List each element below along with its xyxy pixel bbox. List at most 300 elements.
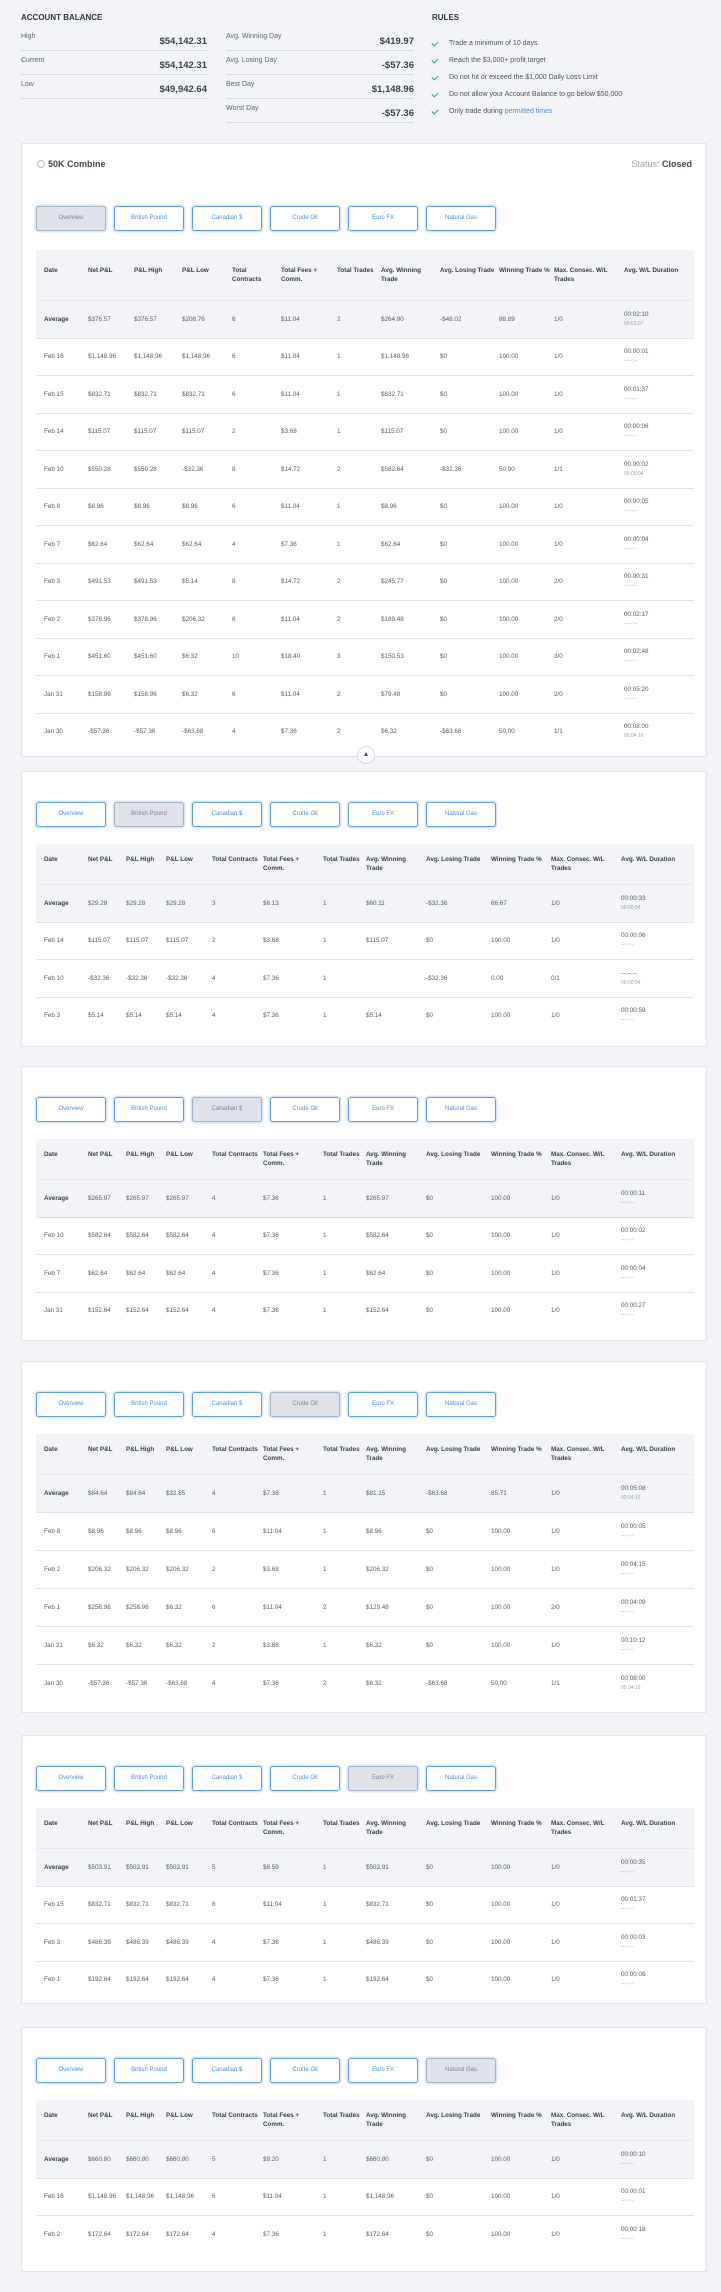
- tab-overview[interactable]: Overview: [36, 206, 106, 231]
- table-row: [36, 675, 694, 713]
- cell-p-l-high: $451.60: [134, 653, 157, 661]
- tab-euro-fx[interactable]: Euro FX: [348, 802, 418, 827]
- tab-euro-fx[interactable]: Euro FX: [348, 1392, 418, 1417]
- tab-overview[interactable]: Overview: [36, 1392, 106, 1417]
- cell-max-consec-w-l-trades: 1/0: [551, 1194, 560, 1202]
- cell-p-l-low: $265.97: [166, 1194, 189, 1202]
- cell-p-l-high: $5.14: [126, 1012, 142, 1020]
- tab-british-pound[interactable]: British Pound: [114, 1392, 184, 1417]
- cell-max-consec-w-l-trades: 1/0: [551, 899, 560, 907]
- cell-avg-win-duration: 00:00:11: [621, 1189, 646, 1197]
- cell-avg-winning-trade: $503.91: [366, 1863, 389, 1871]
- column-header-date: Date: [44, 856, 58, 863]
- cell-avg-loss-duration: --:--:--: [624, 620, 637, 627]
- cell-avg-loss-duration: --:--:--: [624, 358, 637, 365]
- column-header-net-p-l: Net P&L: [88, 267, 113, 274]
- cell-total-contracts: 2: [212, 1642, 216, 1649]
- cell-total-contracts: 4: [212, 1680, 216, 1687]
- cell-total-trades: 1: [323, 1938, 327, 1946]
- table-row: [36, 1961, 694, 1999]
- stat-value: $419.97: [379, 36, 414, 47]
- table-row: [36, 2215, 694, 2253]
- tab-natural-gas[interactable]: Natural Gas: [426, 1097, 496, 1122]
- tab-euro-fx[interactable]: Euro FX: [348, 1097, 418, 1122]
- tab-crude-oil[interactable]: Crude Oil: [270, 1766, 340, 1791]
- table-row: [36, 1664, 694, 1702]
- cell-avg-loss-duration: --:--:--: [621, 1017, 634, 1024]
- cell-total-trades: 1: [323, 1269, 327, 1277]
- cell-p-l-high: $550.28: [134, 465, 157, 473]
- tab-natural-gas[interactable]: Natural Gas: [426, 1392, 496, 1417]
- balance-value: $54,142.31: [159, 60, 207, 71]
- cell-avg-loss-duration: --:--:--: [624, 695, 637, 702]
- combine-status: Status: Closed: [631, 159, 692, 169]
- cell-winning-trade: 0.00: [491, 974, 504, 982]
- balance-high: [21, 27, 207, 51]
- stat-avg-losing-day: [226, 51, 414, 75]
- cell-p-l-high: -$57.36: [134, 728, 156, 736]
- cell-avg-winning-trade: $129.48: [366, 1604, 389, 1611]
- cell-avg-winning-trade: $150.53: [381, 653, 404, 661]
- stat-label: Best Day: [226, 81, 255, 88]
- column-header-p-l-high: P&L High: [126, 1446, 155, 1453]
- stats-card-euro-fx: [21, 1735, 707, 2004]
- cell-net-p-l: $491.53: [88, 578, 111, 586]
- cell-total-fees-comm: $7.36: [263, 974, 279, 982]
- cell-total-trades: 1: [337, 428, 341, 436]
- cell-avg-win-duration: 00:08:00: [624, 723, 649, 731]
- cell-total-trades: 1: [323, 1232, 327, 1240]
- column-header-max-consec-w-l-trades: Max. Consec. W/L Trades: [551, 2112, 605, 2128]
- cell-total-fees-comm: $11.04: [281, 315, 300, 323]
- cell-total-fees-comm: $7.36: [263, 2230, 279, 2238]
- column-header-avg-w-l-duration: Avg. W/L Duration: [621, 856, 676, 863]
- cell-max-consec-w-l-trades: 2/0: [554, 690, 563, 698]
- column-header-winning-trade: Winning Trade %: [491, 2112, 542, 2119]
- cell-total-fees-comm: $11.04: [281, 615, 300, 623]
- check-icon: [432, 57, 439, 64]
- cell-net-p-l: $29.28: [88, 899, 108, 907]
- cell-avg-loss-duration: 00:02:07: [624, 320, 644, 327]
- table-row: [36, 1588, 694, 1626]
- cell-total-contracts: 3: [212, 899, 216, 907]
- stat-value: -$57.36: [381, 60, 414, 71]
- tab-canadian[interactable]: Canadian $: [192, 802, 262, 827]
- cell-avg-losing-trade: $0: [426, 1269, 434, 1277]
- cell-p-l-low: $503.91: [166, 1863, 189, 1871]
- cell-avg-win-duration: 00:00:01: [624, 348, 649, 356]
- tab-euro-fx[interactable]: Euro FX: [348, 2058, 418, 2083]
- cell-avg-losing-trade: $0: [426, 1642, 434, 1649]
- cell-p-l-low: $152.64: [166, 1307, 189, 1315]
- cell-total-contracts: 5: [212, 2155, 216, 2163]
- cell-winning-trade: 100.00: [491, 1604, 511, 1611]
- cell-avg-losing-trade: $0: [426, 1194, 434, 1202]
- cell-max-consec-w-l-trades: 1/0: [551, 2155, 560, 2163]
- column-header-avg-winning-trade: Avg. Winning Trade: [381, 267, 421, 283]
- cell-total-contracts: 4: [212, 2230, 216, 2238]
- cell-avg-winning-trade: $245.77: [381, 578, 404, 586]
- tab-overview[interactable]: Overview: [36, 2058, 106, 2083]
- cell-max-consec-w-l-trades: 1/0: [551, 2193, 560, 2201]
- balance-low: [21, 75, 207, 99]
- stats-table: [36, 250, 694, 750]
- cell-net-p-l: $550.28: [88, 465, 111, 473]
- balance-label: High: [21, 33, 36, 40]
- check-icon: [432, 91, 439, 98]
- cell-total-fees-comm: $7.36: [263, 1012, 279, 1020]
- cell-avg-winning-trade: $582.64: [381, 465, 404, 473]
- table-row: [36, 1512, 694, 1550]
- cell-total-contracts: 6: [232, 315, 236, 323]
- cell-total-fees-comm: $18.40: [281, 653, 301, 661]
- cell-net-p-l: $258.96: [88, 1604, 111, 1611]
- cell-total-trades: 1: [337, 353, 341, 361]
- cell-date: Feb 2: [44, 2230, 61, 2238]
- cell-net-p-l: $832.71: [88, 1901, 111, 1909]
- cell-max-consec-w-l-trades: 1/1: [551, 1680, 560, 1687]
- cell-date: Feb 10: [44, 974, 64, 982]
- cell-p-l-low: $832.71: [182, 390, 205, 398]
- column-header-avg-losing-trade: Avg. Losing Trade: [426, 1151, 481, 1158]
- cell-avg-loss-duration: --:--:--: [621, 1943, 634, 1950]
- column-header-total-trades: Total Trades: [323, 1151, 360, 1158]
- cell-avg-win-duration: 00:00:06: [621, 1971, 646, 1979]
- cell-max-consec-w-l-trades: 1/0: [551, 2230, 560, 2238]
- cell-avg-loss-duration: --:--:--: [621, 1571, 634, 1577]
- cell-p-l-low: $115.07: [182, 428, 205, 436]
- cell-total-trades: 1: [323, 1901, 327, 1909]
- cell-avg-losing-trade: $0: [440, 428, 448, 436]
- cell-winning-trade: 100.00: [491, 1863, 511, 1871]
- cell-p-l-high: $62.64: [134, 540, 154, 548]
- cell-avg-loss-duration: --:--:--: [621, 1274, 634, 1281]
- column-header-winning-trade: Winning Trade %: [499, 267, 550, 274]
- cell-max-consec-w-l-trades: 3/0: [554, 653, 563, 661]
- column-header-p-l-low: P&L Low: [166, 1446, 193, 1453]
- cell-avg-losing-trade: $0: [426, 1604, 434, 1611]
- cell-avg-loss-duration: 00:04:10: [621, 1685, 641, 1691]
- cell-avg-loss-duration: --:--:--: [624, 658, 637, 665]
- cell-avg-losing-trade: $0: [440, 540, 448, 548]
- cell-date: Feb 1: [44, 653, 61, 661]
- cell-total-fees-comm: $11.04: [263, 1901, 282, 1909]
- cell-avg-win-duration: 00:00:31: [624, 573, 649, 581]
- column-header-date: Date: [44, 1151, 58, 1158]
- column-header-avg-losing-trade: Avg. Losing Trade: [426, 2112, 481, 2119]
- cell-total-trades: 2: [337, 315, 341, 323]
- cell-winning-trade: 100.00: [491, 1566, 511, 1573]
- cell-winning-trade: 50.00: [491, 1680, 507, 1687]
- cell-avg-loss-duration: --:--:--: [621, 1647, 634, 1653]
- cell-avg-win-duration: 00:00:04: [624, 535, 649, 543]
- cell-avg-loss-duration: --:--:--: [621, 942, 634, 949]
- cell-total-trades: 2: [337, 615, 341, 623]
- stats-table: [36, 1139, 694, 1329]
- cell-date: Jan 31: [44, 690, 63, 698]
- tab-euro-fx[interactable]: Euro FX: [348, 206, 418, 231]
- tab-overview[interactable]: Overview: [36, 802, 106, 827]
- column-header-total-contracts: Total Contracts: [212, 1820, 258, 1827]
- cell-winning-trade: 100.00: [491, 937, 511, 945]
- cell-avg-loss-duration: --:--:--: [624, 583, 637, 590]
- column-header-p-l-low: P&L Low: [166, 1820, 193, 1827]
- account-balance-title: ACCOUNT BALANCE: [21, 13, 103, 22]
- cell-total-fees-comm: $11.04: [281, 390, 300, 398]
- cell-p-l-low: $206.32: [166, 1566, 189, 1573]
- cell-avg-losing-trade: $0: [426, 937, 434, 945]
- tab-british-pound[interactable]: British Pound: [114, 1766, 184, 1791]
- tab-british-pound[interactable]: British Pound: [114, 2058, 184, 2083]
- column-header-avg-w-l-duration: Avg. W/L Duration: [621, 1151, 676, 1158]
- column-header-p-l-low: P&L Low: [166, 856, 193, 863]
- tab-euro-fx[interactable]: Euro FX: [348, 1766, 418, 1791]
- tab-canadian[interactable]: Canadian $: [192, 2058, 262, 2083]
- cell-p-l-low: $832.71: [166, 1901, 189, 1909]
- cell-net-p-l: $206.32: [88, 1566, 111, 1573]
- cell-avg-win-duration: 00:00:33: [621, 894, 646, 902]
- column-header-winning-trade: Winning Trade %: [491, 1820, 542, 1827]
- cell-avg-win-duration: 00:00:01: [621, 2188, 646, 2196]
- cell-avg-loss-duration: 00:00:04: [624, 470, 644, 477]
- balance-current: [21, 51, 207, 75]
- cell-winning-trade: 100.00: [491, 2193, 511, 2201]
- tab-canadian[interactable]: Canadian $: [192, 1097, 262, 1122]
- cell-total-contracts: 6: [212, 1901, 216, 1909]
- column-header-total-trades: Total Trades: [323, 2112, 360, 2119]
- column-header-p-l-high: P&L High: [126, 1820, 155, 1827]
- cell-date: Average: [44, 2155, 69, 2163]
- cell-net-p-l: $115.07: [88, 937, 111, 945]
- stat-avg-winning-day: [226, 27, 414, 51]
- column-header-max-consec-w-l-trades: Max. Consec. W/L Trades: [551, 1151, 605, 1167]
- cell-date: Average: [44, 1490, 69, 1497]
- stat-value: $1,148.96: [371, 84, 414, 95]
- cell-net-p-l: $8.96: [88, 503, 104, 511]
- tab-crude-oil[interactable]: Crude Oil: [270, 1392, 340, 1417]
- cell-date: Feb 16: [44, 2193, 64, 2201]
- cell-avg-losing-trade: $0: [426, 2193, 434, 2201]
- cell-max-consec-w-l-trades: 1/0: [551, 1976, 560, 1984]
- cell-winning-trade: 100.00: [491, 1901, 511, 1909]
- balance-label: Current: [21, 57, 45, 64]
- cell-avg-win-duration: 00:01:37: [624, 385, 649, 393]
- column-header-net-p-l: Net P&L: [88, 856, 113, 863]
- column-header-max-consec-w-l-trades: Max. Consec. W/L Trades: [554, 267, 608, 283]
- column-header-max-consec-w-l-trades: Max. Consec. W/L Trades: [551, 856, 605, 872]
- cell-date: Jan 31: [44, 1307, 63, 1315]
- cell-winning-trade: 100.00: [491, 1642, 511, 1649]
- cell-avg-losing-trade: $0: [440, 390, 448, 398]
- column-header-p-l-low: P&L Low: [166, 2112, 193, 2119]
- tab-british-pound[interactable]: British Pound: [114, 206, 184, 231]
- cell-avg-winning-trade: $192.64: [366, 1976, 389, 1984]
- cell-avg-win-duration: 00:00:35: [621, 1858, 646, 1866]
- cell-winning-trade: 100.00: [491, 1232, 511, 1240]
- collapse-up-icon[interactable]: ▲: [357, 746, 375, 764]
- cell-winning-trade: 100.00: [491, 1307, 511, 1315]
- cell-p-l-low: $8.96: [166, 1528, 182, 1535]
- cell-avg-loss-duration: --:--:--: [624, 395, 637, 402]
- column-header-net-p-l: Net P&L: [88, 1446, 113, 1453]
- cell-avg-losing-trade: $0: [426, 1863, 434, 1871]
- cell-total-trades: 3: [337, 653, 341, 661]
- cell-max-consec-w-l-trades: 1/0: [554, 540, 563, 548]
- cell-total-trades: 1: [323, 1566, 327, 1573]
- cell-avg-losing-trade: -$63.68: [426, 1490, 448, 1497]
- cell-total-trades: 1: [323, 1194, 327, 1202]
- cell-p-l-low: $192.64: [166, 1976, 189, 1984]
- permitted-times-link[interactable]: permitted times: [504, 108, 553, 115]
- cell-total-fees-comm: $7.36: [263, 1269, 279, 1277]
- cell-net-p-l: -$57.36: [88, 1680, 110, 1687]
- column-header-total-trades: Total Trades: [323, 1820, 360, 1827]
- cell-winning-trade: 100.00: [491, 1976, 511, 1984]
- column-header-net-p-l: Net P&L: [88, 2112, 113, 2119]
- cell-p-l-high: $6.32: [126, 1642, 142, 1649]
- tab-crude-oil[interactable]: Crude Oil: [270, 1097, 340, 1122]
- table-row: [36, 1626, 694, 1664]
- tab-canadian[interactable]: Canadian $: [192, 1392, 262, 1417]
- cell-avg-losing-trade: -$63.68: [440, 728, 462, 736]
- cell-date: Feb 1: [44, 1976, 61, 1984]
- cell-p-l-low: $5.14: [166, 1012, 182, 1020]
- account-summary: ACCOUNT BALANCE High $54,142.31 Current $54,142.31 Low $49,942.64 Avg. Winning Day $419.97 Avg. Losing Day -$57.36 Best Day $1,148.96 Worst Day -$57.36 RULES Trade a minimum of 10 days Reach the $3,000+ profit target Do not hit or exceed the $1,000 Daily Loss Limit Do not allow your Account Balance to go below $50,000 Only trade during permitted times: [0, 0, 721, 130]
- cell-avg-loss-duration: --:--:--: [621, 2235, 634, 2242]
- cell-max-consec-w-l-trades: 1/0: [554, 353, 563, 361]
- cell-date: Jan 30: [44, 728, 63, 736]
- tab-crude-oil[interactable]: Crude Oil: [270, 802, 340, 827]
- cell-avg-losing-trade: $0: [426, 1012, 434, 1020]
- stats-table: [36, 1808, 694, 1998]
- cell-avg-loss-duration: --:--:--: [621, 1609, 634, 1615]
- cell-date: Feb 3: [44, 578, 61, 586]
- tab-crude-oil[interactable]: Crude Oil: [270, 206, 340, 231]
- cell-date: Feb 10: [44, 1232, 64, 1240]
- average-row: [36, 1848, 694, 1886]
- cell-avg-winning-trade: $832.71: [366, 1901, 389, 1909]
- column-header-total-contracts: Total Contracts: [212, 1446, 258, 1453]
- table-row: [36, 638, 694, 676]
- cell-avg-winning-trade: $832.71: [381, 390, 404, 398]
- average-row: [36, 300, 694, 338]
- column-header-total-contracts: Total Contracts: [212, 1151, 258, 1158]
- cell-winning-trade: 50.00: [499, 728, 515, 736]
- table-row: [36, 525, 694, 563]
- cell-p-l-high: $192.64: [126, 1976, 149, 1984]
- cell-avg-losing-trade: -$63.68: [426, 1680, 448, 1687]
- cell-total-fees-comm: $11.04: [263, 1528, 282, 1535]
- cell-date: Average: [44, 899, 69, 907]
- cell-net-p-l: $503.91: [88, 1863, 111, 1871]
- tab-overview[interactable]: Overview: [36, 1097, 106, 1122]
- cell-avg-losing-trade: $0: [426, 1528, 434, 1535]
- cell-total-trades: 1: [337, 503, 341, 511]
- cell-p-l-low: $29.28: [166, 899, 186, 907]
- column-header-total-fees-comm: Total Fees + Comm.: [263, 1446, 300, 1462]
- cell-p-l-high: $258.96: [126, 1604, 149, 1611]
- cell-avg-losing-trade: -$32.36: [426, 974, 448, 982]
- tab-overview[interactable]: Overview: [36, 1766, 106, 1791]
- cell-winning-trade: 100.00: [491, 1194, 511, 1202]
- cell-avg-win-duration: 00:00:04: [621, 1264, 646, 1272]
- table-header: [36, 250, 694, 300]
- cell-p-l-low: $5.14: [182, 578, 198, 586]
- column-header-total-fees-comm: Total Fees + Comm.: [263, 1151, 300, 1167]
- stats-card-canadian: [21, 1066, 707, 1341]
- cell-avg-winning-trade: $486.39: [366, 1938, 389, 1946]
- cell-p-l-high: $660.80: [126, 2155, 149, 2163]
- tab-natural-gas[interactable]: Natural Gas: [426, 206, 496, 231]
- tab-canadian[interactable]: Canadian $: [192, 206, 262, 231]
- average-row: [36, 1474, 694, 1512]
- cell-avg-win-duration: 00:05:08: [621, 1485, 646, 1492]
- cell-avg-win-duration: 00:04:15: [621, 1561, 646, 1568]
- tab-crude-oil[interactable]: Crude Oil: [270, 2058, 340, 2083]
- cell-total-trades: 2: [337, 690, 341, 698]
- stats-card-british-pound: [21, 771, 707, 1047]
- cell-date: Feb 3: [44, 1012, 61, 1020]
- cell-date: Feb 14: [44, 428, 64, 436]
- column-header-total-contracts: Total Contracts: [232, 267, 262, 283]
- tab-natural-gas[interactable]: Natural Gas: [426, 2058, 496, 2083]
- cell-p-l-high: $582.64: [126, 1232, 149, 1240]
- tab-natural-gas[interactable]: Natural Gas: [426, 802, 496, 827]
- cell-p-l-high: $1,148.96: [134, 353, 163, 361]
- cell-avg-win-duration: 00:08:00: [621, 1675, 646, 1682]
- cell-avg-win-duration: 00:00:59: [621, 1007, 646, 1015]
- stats-table: [36, 844, 694, 1034]
- cell-avg-loss-duration: --:--:--: [624, 545, 637, 552]
- cell-avg-winning-trade: $6.32: [381, 728, 397, 736]
- cell-date: Feb 3: [44, 1938, 61, 1946]
- cell-winning-trade: 100.00: [491, 2155, 511, 2163]
- cell-date: Feb 16: [44, 353, 64, 361]
- tab-canadian[interactable]: Canadian $: [192, 1766, 262, 1791]
- cell-net-p-l: $84.64: [88, 1490, 108, 1497]
- column-header-avg-winning-trade: Avg. Winning Trade: [366, 856, 406, 872]
- cell-avg-losing-trade: $0: [426, 1307, 434, 1315]
- cell-total-trades: 1: [323, 1863, 327, 1871]
- cell-p-l-high: $491.53: [134, 578, 157, 586]
- table-header: [36, 1434, 694, 1474]
- cell-total-trades: 1: [323, 2230, 327, 2238]
- cell-net-p-l: $660.80: [88, 2155, 111, 2163]
- tab-natural-gas[interactable]: Natural Gas: [426, 1766, 496, 1791]
- cell-max-consec-w-l-trades: 1/0: [554, 503, 563, 511]
- cell-avg-loss-duration: --:--:--: [621, 1312, 634, 1319]
- cell-total-trades: 1: [323, 1307, 327, 1315]
- cell-avg-winning-trade: $8.96: [366, 1528, 382, 1535]
- column-header-net-p-l: Net P&L: [88, 1151, 113, 1158]
- column-header-avg-winning-trade: Avg. Winning Trade: [366, 1820, 406, 1836]
- cell-total-contracts: 4: [212, 1938, 216, 1946]
- cell-winning-trade: 85.71: [491, 1490, 507, 1497]
- cell-p-l-low: $582.64: [166, 1232, 189, 1240]
- cell-total-fees-comm: $7.36: [263, 1976, 279, 1984]
- cell-date: Feb 1: [44, 1604, 61, 1611]
- cell-winning-trade: 100.00: [491, 1269, 511, 1277]
- cell-p-l-high: $8.96: [126, 1528, 142, 1535]
- column-header-p-l-high: P&L High: [126, 856, 155, 863]
- tab-british-pound[interactable]: British Pound: [114, 1097, 184, 1122]
- cell-total-trades: 1: [323, 974, 327, 982]
- column-header-total-trades: Total Trades: [323, 856, 360, 863]
- cell-total-contracts: 6: [212, 1604, 216, 1611]
- tab-british-pound[interactable]: British Pound: [114, 802, 184, 827]
- cell-max-consec-w-l-trades: 1/0: [554, 390, 563, 398]
- check-icon: [432, 74, 439, 81]
